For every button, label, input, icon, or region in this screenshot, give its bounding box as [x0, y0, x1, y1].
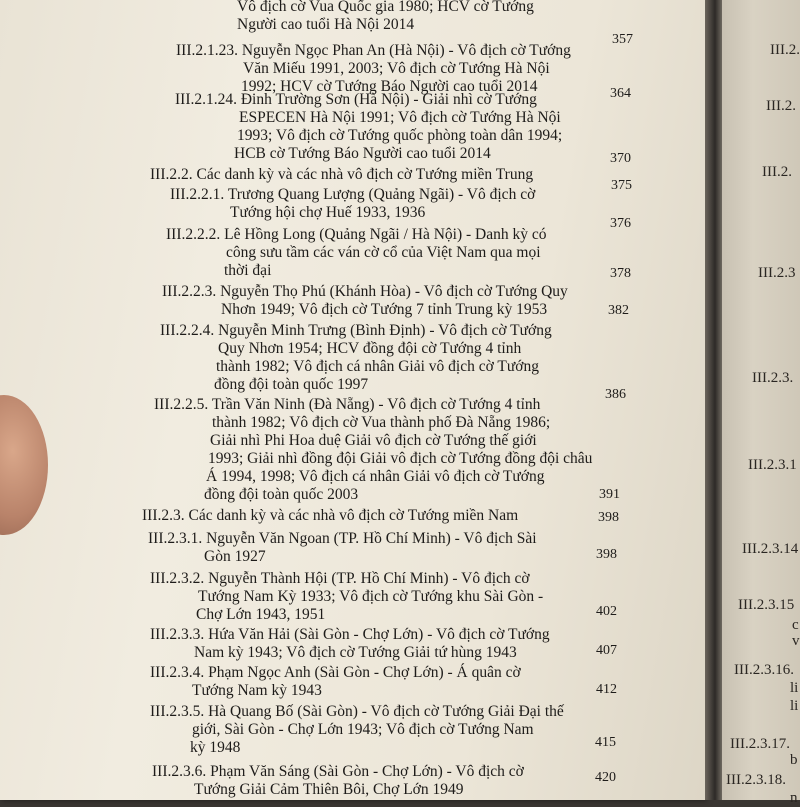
toc-entry-line: Gòn 1927	[204, 548, 266, 565]
toc-page-number: 420	[595, 770, 616, 785]
toc-entry-line: Quy Nhơn 1954; HCV đồng đội cờ Tướng 4 tỉnh	[218, 340, 522, 357]
right-page-stub: III.2.3.15	[738, 597, 795, 613]
toc-page-number: 370	[610, 151, 631, 166]
toc-page-number: 398	[596, 547, 617, 562]
toc-entry-line: đồng đội toàn quốc 2003	[204, 486, 359, 503]
toc-page-number: 364	[610, 86, 631, 101]
right-page-stub: III.2.	[762, 164, 792, 180]
right-page-fragment: v	[792, 633, 800, 649]
toc-entry-line: đồng đội toàn quốc 1997	[214, 376, 369, 393]
right-page-stub: III.2.3.1	[748, 457, 797, 473]
right-page-stub: III.2.3.14	[742, 541, 799, 557]
toc-entry-line: III.2.3.6. Phạm Văn Sáng (Sài Gòn - Chợ Lớn) - Vô địch cờ	[152, 763, 524, 780]
toc-entry-line: HCB cờ Tướng Báo Người cao tuổi 2014	[234, 145, 491, 162]
toc-entry-line: Tướng Nam kỳ 1943	[192, 682, 322, 699]
toc-entry-line: Giải nhì Phi Hoa duệ Giải vô địch cờ Tướng thế giới	[210, 432, 537, 449]
toc-entry-line: III.2.3.2. Nguyễn Thành Hội (TP. Hồ Chí Minh) - Vô địch cờ	[150, 570, 530, 587]
toc-entry-line: III.2.3. Các danh kỳ và các nhà vô địch cờ Tướng miền Nam	[142, 507, 519, 524]
toc-entry-line: III.2.3.5. Hà Quang Bố (Sài Gòn) - Vô địch cờ Tướng Giải Đại thế	[150, 703, 564, 720]
toc-page-number: 391	[599, 487, 620, 502]
right-page-stub: III.2.3.18.	[726, 772, 786, 788]
right-page-stub: III.2.3.	[752, 370, 794, 386]
right-page-stub: III.2.3	[758, 265, 796, 281]
toc-entry-line: kỳ 1948	[190, 739, 241, 756]
toc-entry-line: 1993; Giải nhì đồng đội Giải vô địch cờ Tướng đồng đội châu	[208, 450, 593, 467]
toc-entry-line: Văn Miếu 1991, 2003; Vô địch cờ Tướng Hà Nội	[243, 60, 550, 77]
toc-page-number: 357	[612, 32, 633, 47]
toc-entry-line: III.2.2.2. Lê Hồng Long (Quảng Ngãi / Hà Nội) - Danh kỳ có	[166, 226, 547, 243]
toc-entry-line: III.2.2.5. Trần Văn Ninh (Đà Nẵng) - Vô địch cờ Tướng 4 tỉnh	[154, 396, 541, 413]
toc-entry-line: Vô địch cờ Vua Quốc gia 1980; HCV cờ Tướng	[237, 0, 534, 15]
toc-entry-line: 1992; HCV cờ Tướng Báo Người cao tuổi 2014	[241, 78, 538, 95]
right-page-stub: III.2.3.17.	[730, 736, 790, 752]
toc-entry-line: III.2.3.4. Phạm Ngọc Anh (Sài Gòn - Chợ Lớn) - Á quân cờ	[150, 664, 521, 681]
right-page	[722, 0, 800, 800]
right-page-fragment: n	[790, 790, 798, 806]
toc-entry-line: III.2.3.3. Hứa Văn Hải (Sài Gòn - Chợ Lớn) - Vô địch cờ Tướng	[150, 626, 550, 643]
toc-entry-line: thành 1982; Vô địch cá nhân Giải vô địch cờ Tướng	[216, 358, 539, 375]
toc-page-number: 402	[596, 604, 617, 619]
toc-entry-line: thành 1982; Vô địch cờ Vua thành phố Đà Nẵng 1986;	[212, 414, 551, 431]
right-page-stub: III.2.	[766, 98, 796, 114]
toc-entry-line: Tướng Nam Kỳ 1933; Vô địch cờ Tướng khu Sài Gòn -	[198, 588, 544, 605]
toc-entry-line: ESPECEN Hà Nội 1991; Vô địch cờ Tướng Hà Nội	[239, 109, 561, 126]
right-page-fragment: c	[792, 617, 799, 633]
toc-entry-line: Á 1994, 1998; Vô địch cá nhân Giải vô địch cờ Tướng	[206, 468, 545, 485]
toc-entry-line: Tướng hội chợ Huế 1933, 1936	[230, 204, 426, 221]
right-page-fragment: b	[790, 752, 798, 768]
toc-page-number: 412	[596, 682, 617, 697]
toc-entry-line: III.2.2.1. Trương Quang Lượng (Quảng Ngãi) - Vô địch cờ	[170, 186, 536, 203]
toc-page-number: 378	[610, 266, 631, 281]
toc-entry-line: Nhơn 1949; Vô địch cờ Tướng 7 tỉnh Trung kỳ 1953	[221, 301, 548, 318]
toc-page-number: 376	[610, 216, 631, 231]
toc-entry-line: thời đại	[224, 262, 272, 279]
toc-entry-line: Tướng Giải Cảm Thiên Bôi, Chợ Lớn 1949	[194, 781, 464, 798]
toc-page-number: 382	[608, 303, 629, 318]
toc-entry-line: III.2.2.3. Nguyễn Thọ Phú (Khánh Hòa) - Vô địch cờ Tướng Quy	[162, 283, 568, 300]
right-page-stub: III.2.	[770, 42, 800, 58]
right-page-stub: III.2.3.16.	[734, 662, 794, 678]
toc-entry-line: III.2.1.24. Đinh Trường Sơn (Hà Nội) - Giải nhì cờ Tướng	[175, 91, 537, 108]
toc-entry-line: Chợ Lớn 1943, 1951	[196, 606, 326, 623]
toc-page-number: 398	[598, 510, 619, 525]
toc-entry-line: III.2.3.1. Nguyễn Văn Ngoan (TP. Hồ Chí Minh) - Vô địch Sài	[148, 530, 537, 547]
right-page-fragment: li	[790, 698, 799, 714]
toc-entry-line: công sưu tầm các ván cờ cổ của Việt Nam qua mọi	[226, 244, 541, 261]
toc-page-number: 415	[595, 735, 616, 750]
toc-entry-line: 1993; Vô địch cờ Tướng quốc phòng toàn dân 1994;	[237, 127, 563, 144]
toc-entry-line: III.2.1.23. Nguyễn Ngọc Phan An (Hà Nội) - Vô địch cờ Tướng	[176, 42, 571, 59]
toc-page-number: 386	[605, 387, 626, 402]
toc-entry-line: giới, Sài Gòn - Chợ Lớn 1943; Vô địch cờ Tướng Nam	[192, 721, 534, 738]
toc-entry-line: III.2.2.4. Nguyễn Minh Trưng (Bình Định) - Vô địch cờ Tướng	[160, 322, 552, 339]
toc-entry-line: Nam kỳ 1943; Vô địch cờ Tướng Giải tứ hùng 1943	[194, 644, 517, 661]
toc-entry-line: III.2.2. Các danh kỳ và các nhà vô địch cờ Tướng miền Trung	[150, 166, 534, 183]
toc-entry-line: Người cao tuổi Hà Nội 2014	[237, 16, 415, 33]
right-page-fragment: li	[790, 680, 799, 696]
toc-page-number: 407	[596, 643, 617, 658]
toc-page-number: 375	[611, 178, 632, 193]
